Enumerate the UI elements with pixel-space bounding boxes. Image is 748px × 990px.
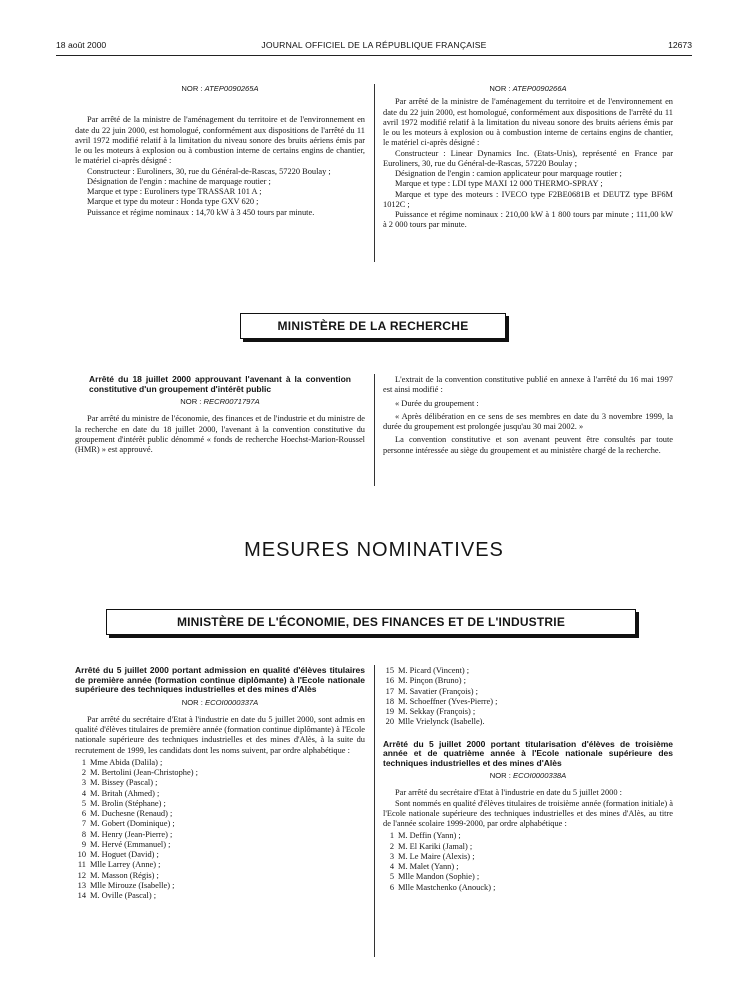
list-item: 14 M. Oville (Pascal) ; xyxy=(77,891,157,901)
decree-ecoi0000337a-continued xyxy=(383,666,673,893)
paragraph: « Après délibération en ce sens de ses membres en date du 3 novembre 1999, la durée du groupement est prolongée jusqu'au 30 mai 2002. » xyxy=(383,411,673,431)
list-item: 17 M. Savatier (François) ; xyxy=(385,686,479,696)
nor-reference: NOR : ECOI0000338A xyxy=(489,771,567,781)
decree-atep0090266a xyxy=(383,84,673,231)
paragraph: Marque et type du moteur : Honda type GXV 620 ; xyxy=(87,197,259,207)
decree-ecoi0000338a xyxy=(383,740,673,893)
paragraph: L'extrait de la convention constitutive publié en annexe à l'arrêté du 16 mai 1997 est ainsi modifié : xyxy=(383,375,673,395)
decree-recr0071797a xyxy=(75,375,365,455)
paragraph: Constructeur : Linear Dynamics Inc. (Etats-Unis), représenté en France par Euroliners, 30, rue du Général-de-Rascas, 57220 Boulay ; xyxy=(383,148,673,168)
ministry-heading-recherche: MINISTÈRE DE LA RECHERCHE xyxy=(240,313,506,339)
list-item: 7 M. Gobert (Dominique) ; xyxy=(81,819,175,829)
list-item: 13 Mlle Mirouze (Isabelle) ; xyxy=(77,880,175,890)
list-item: 8 M. Henry (Jean-Pierre) ; xyxy=(81,829,173,839)
decree-title: Arrêté du 18 juillet 2000 approuvant l'avenant à la convention constitutive d'un groupement d'intérêt public xyxy=(89,374,351,394)
list-item: 4 M. Malet (Yann) ; xyxy=(389,862,459,872)
column-divider-recherche xyxy=(374,374,375,486)
list-item: 2 M. Bertolini (Jean-Christophe) ; xyxy=(81,768,198,778)
paragraph: « Durée du groupement : xyxy=(395,398,479,408)
list-item: 16 M. Pinçon (Bruno) ; xyxy=(385,676,466,686)
section-title-mesures-nominatives: MESURES NOMINATIVES xyxy=(244,539,504,561)
list-item: 10 M. Hoguet (David) ; xyxy=(77,850,159,860)
decree-title: Arrêté du 5 juillet 2000 portant titularisation d'élèves de troisième année et de quatrième année à l'Ecole nationale supérieure des techniques industrielles et des mines d'Alès xyxy=(383,738,673,768)
paragraph: Désignation de l'engin : machine de marquage routier ; xyxy=(87,176,271,186)
paragraph: Par arrêté du secrétaire d'Etat à l'industrie en date du 5 juillet 2000 : xyxy=(395,788,622,798)
list-item: 1 M. Deffin (Yann) ; xyxy=(389,831,461,841)
list-item: 19 M. Sekkay (François) ; xyxy=(385,707,476,716)
header-page-number: 12673 xyxy=(668,40,692,50)
paragraph: Sont nommés en qualité d'élèves titulaires de troisième année (formation initiale) à l'Ecole nationale supérieure des techniques industrielles et des mines d'Alès, au titre de l'année scolaire 1999-2000, par ordre alphabétique : xyxy=(383,798,673,829)
paragraph: Marque et type des moteurs : IVECO type F2BE0681B et DEUTZ type BF6M 1012C ; xyxy=(383,189,673,209)
list-item: 3 M. Le Maire (Alexis) ; xyxy=(389,851,475,861)
list-item: 5 Mlle Mandon (Sophie) ; xyxy=(389,872,480,882)
list-item: 2 M. El Kariki (Jamal) ; xyxy=(389,841,473,851)
list-item: 6 Mlle Mastchenko (Anouck) ; xyxy=(389,882,496,892)
column-divider-top xyxy=(374,84,375,262)
list-item: 6 M. Duchesne (Renaud) ; xyxy=(81,809,173,819)
paragraph: Puissance et régime nominaux : 14,70 kW à 3 450 tours par minute. xyxy=(87,207,315,217)
list-item: 3 M. Bissey (Pascal) ; xyxy=(81,778,158,788)
list-item: 18 M. Schoeffner (Yves-Pierre) ; xyxy=(385,696,498,706)
paragraph: Puissance et régime nominaux : 210,00 kW à 1 800 tours par minute ; 111,00 kW à 2 000 tours par minute. xyxy=(383,210,673,230)
list-item: 12 M. Masson (Régis) ; xyxy=(77,870,159,880)
paragraph: Marque et type : LDI type MAXI 12 000 THERMO-SPRAY ; xyxy=(395,179,603,189)
list-item: 5 M. Brolin (Stéphane) ; xyxy=(81,798,166,808)
decree-title: Arrêté du 5 juillet 2000 portant admission en qualité d'élèves titulaires de première année (formation continue diplômante) à l'Ecole nationale supérieure des techniques industrielles et des mines d'Alès xyxy=(75,665,365,695)
decree-atep0090265a xyxy=(75,84,365,218)
header-rule xyxy=(56,55,692,56)
paragraph: Par arrêté du secrétaire d'Etat à l'industrie en date du 5 juillet 2000, sont admis en qualité d'élèves titulaires de première année (formation continue diplômante) à l'Ecole nationale supérieure des techniques industrielles et des mines d'Alès, à la suite du recrutement de 1999, les candidats dont les noms suivent, par ordre alphabétique : xyxy=(75,714,365,755)
paragraph: Par arrêté de la ministre de l'aménagement du territoire et de l'environnement en date du 22 juin 2000, est homologué, conformément aux dispositions de l'arrêté du 11 avril 1972 modifié relatif à la limitation du niveau sonore des bruits aériens émis par le ou les moteurs à explosion ou à combustion interne de certains engins de chantier, le matériel ci-après désigné : xyxy=(383,97,673,148)
paragraph: La convention constitutive et son avenant peuvent être consultés par toute personne intéressée au siège du groupement et au ministère chargé de la recherche. xyxy=(383,435,673,455)
paragraph: Par arrêté du ministre de l'économie, des finances et de l'industrie et du ministre de la recherche en date du 18 juillet 2000, l'avenant à la convention constitutive du groupement d'intérêt public dénommé « fonds de recherche Hoechst-Marion-Roussel (HMR) » est approuvé. xyxy=(75,414,365,455)
name-list xyxy=(75,758,365,902)
paragraph: Marque et type : Euroliners type TRASSAR 101 A ; xyxy=(87,187,262,196)
header-date: 18 août 2000 xyxy=(56,40,107,50)
header-journal-title: JOURNAL OFFICIEL DE LA RÉPUBLIQUE FRANÇAISE xyxy=(261,40,487,50)
decree-ecoi0000337a xyxy=(75,666,365,901)
paragraph: Par arrêté de la ministre de l'aménagement du territoire et de l'environnement en date du 22 juin 2000, est homologué, conformément aux dispositions de l'arrêté du 11 avril 1972 modifié relatif à la limitation du niveau sonore des bruits aériens émis par le ou les moteurs à explosion ou à combustion interne de certains engins de chantier, le matériel ci-après désigné : xyxy=(75,115,365,166)
column-divider-bottom xyxy=(374,665,375,957)
nor-reference: NOR : RECR0071797A xyxy=(180,397,260,407)
paragraph: Constructeur : Euroliners, 30, rue du Général-de-Rascas, 57220 Boulay ; xyxy=(87,166,331,176)
name-list-continued xyxy=(383,666,673,728)
convention-extract xyxy=(383,375,673,456)
list-item: 4 M. Britah (Ahmed) ; xyxy=(81,788,160,798)
list-item: 20 Mlle Vrielynck (Isabelle). xyxy=(385,717,485,727)
nor-reference: NOR : ATEP0090266A xyxy=(489,84,567,93)
nor-reference: NOR : ATEP0090265A xyxy=(181,84,259,93)
list-item: 11 Mlle Larrey (Anne) ; xyxy=(77,860,161,870)
nor-reference: NOR : ECOI0000337A xyxy=(181,697,259,707)
name-list xyxy=(383,831,673,893)
list-item: 1 Mme Abida (Dalila) ; xyxy=(81,757,163,767)
list-item: 9 M. Hervé (Emmanuel) ; xyxy=(81,839,171,849)
ministry-heading-economie: MINISTÈRE DE L'ÉCONOMIE, DES FINANCES ET DE L'INDUSTRIE xyxy=(106,609,636,635)
paragraph: Désignation de l'engin : camion applicateur pour marquage routier ; xyxy=(395,169,622,178)
list-item: 15 M. Picard (Vincent) ; xyxy=(385,666,470,675)
